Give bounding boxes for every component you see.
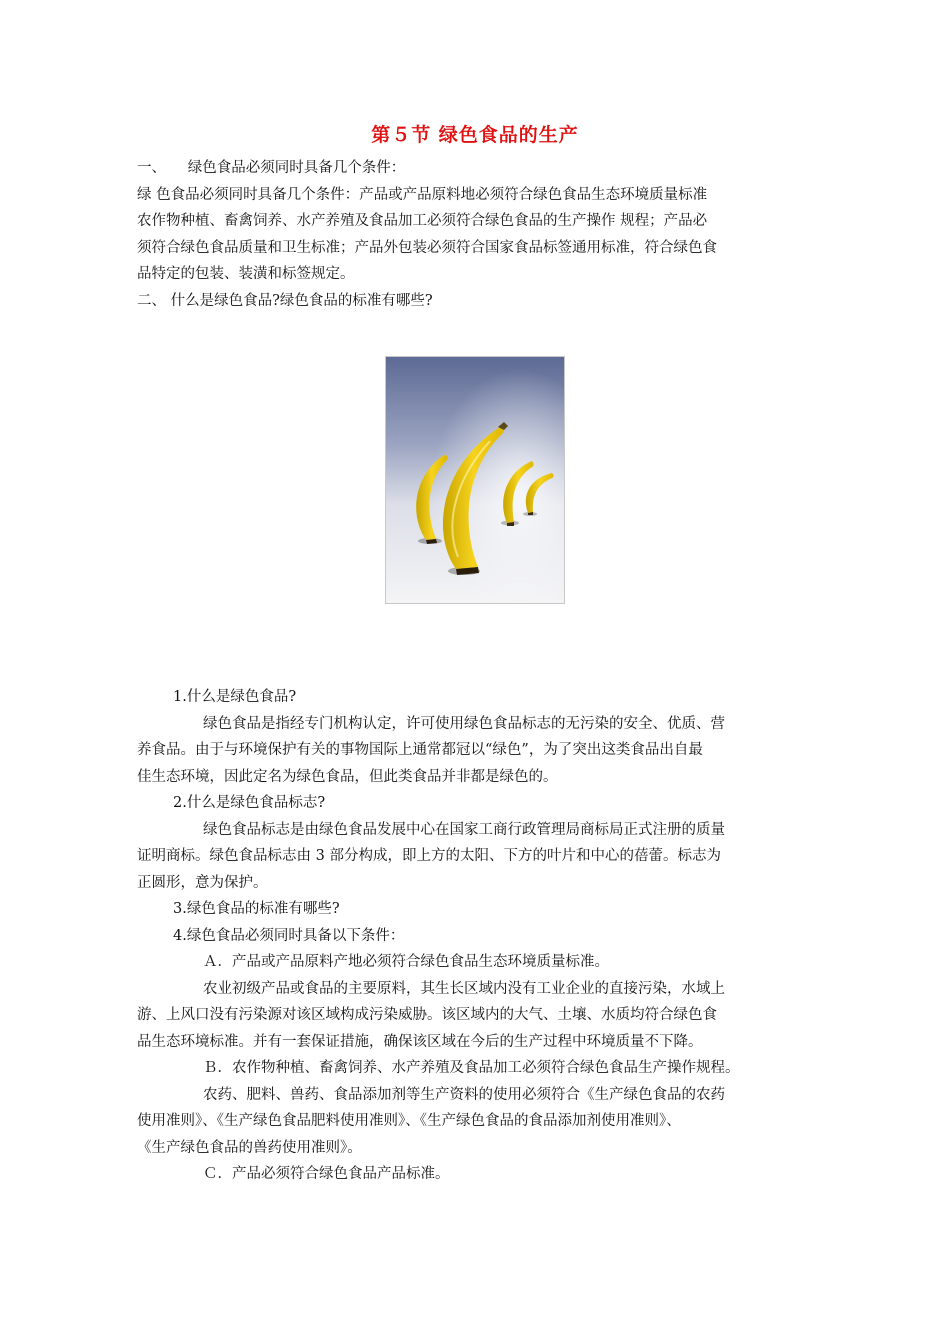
paragraph-line: 《生产绿色食品的兽药使用准则》。 [137,1139,362,1156]
paragraph-line: 绿 色食品必须同时具备几个条件：产品或产品原料地必须符合绿色食品生态环境质量标准 [137,186,708,203]
banana-photo [385,356,565,604]
question-1: 1.什么是绿色食品? [173,689,297,705]
section-2-heading: 二、 什么是绿色食品?绿色食品的标准有哪些? [137,292,433,309]
question-4: 4.绿色食品必须同时具备以下条件： [173,927,405,944]
paragraph-line: 使用准则》、《生产绿色食品肥料使用准则》、《生产绿色食品的食品添加剂使用准则》、 [137,1113,681,1129]
question-2: 2.什么是绿色食品标志? [173,795,326,811]
paragraph-line: 绿色食品标志是由绿色食品发展中心在国家工商行政管理局商标局正式注册的质量 [203,821,725,838]
section-1-heading: 一、 绿色食品必须同时具备几个条件： [137,160,406,176]
condition-a-heading: Ａ．产品或产品原料产地必须符合绿色食品生态环境质量标准。 [203,954,609,970]
paragraph-line: 绿色食品是指经专门机构认定，许可使用绿色食品标志的无污染的安全、优质、营 [203,715,725,732]
paragraph-line: 品特定的包装、装潢和标签规定。 [137,266,355,282]
page-title: 第５节 绿色食品的生产 [371,124,579,146]
paragraph-line: 农作物种植、畜禽饲养、水产养殖及食品加工必须符合绿色食品的生产操作 规程；产品必 [137,213,708,229]
paragraph-line: 游、上风口没有污染源对该区域构成污染威胁。该区域内的大气、土壤、水质均符合绿色食 [137,1007,717,1023]
paragraph-line: 正圆形，意为保护。 [137,874,268,891]
paragraph-line: 证明商标。绿色食品标志由 3 部分构成，即上方的太阳、下方的叶片和中心的蓓蕾。标志为 [137,848,721,864]
paragraph-line: 佳生态环境，因此定名为绿色食品，但此类食品并非都是绿色的。 [137,768,558,785]
paragraph-line: 农药、肥料、兽药、食品添加剂等生产资料的使用必须符合《生产绿色食品的农药 [203,1086,725,1103]
paragraph-line: 养食品。由于与环境保护有关的事物国际上通常都冠以“绿色”，为了突出这类食品出自最 [137,742,703,758]
paragraph-line: 农业初级产品或食品的主要原料，其生长区域内没有工业企业的直接污染，水域上 [203,980,725,997]
banana-illustration [386,357,564,603]
paragraph-line: 须符合绿色食品质量和卫生标准；产品外包装必须符合国家食品标签通用标准，符合绿色食 [137,239,717,256]
section-2-body [137,684,817,1188]
paragraph-line: 品生态环境标准。并有一套保证措施，确保该区域在今后的生产过程中环境质量不下降。 [137,1033,703,1050]
question-3: 3.绿色食品的标准有哪些? [173,901,340,917]
condition-c-heading: Ｃ．产品必须符合绿色食品产品标准。 [203,1166,450,1182]
condition-b-heading: Ｂ．农作物种植、畜禽饲养、水产养殖及食品加工必须符合绿色食品生产操作规程。 [203,1060,740,1076]
section-1 [137,155,817,314]
